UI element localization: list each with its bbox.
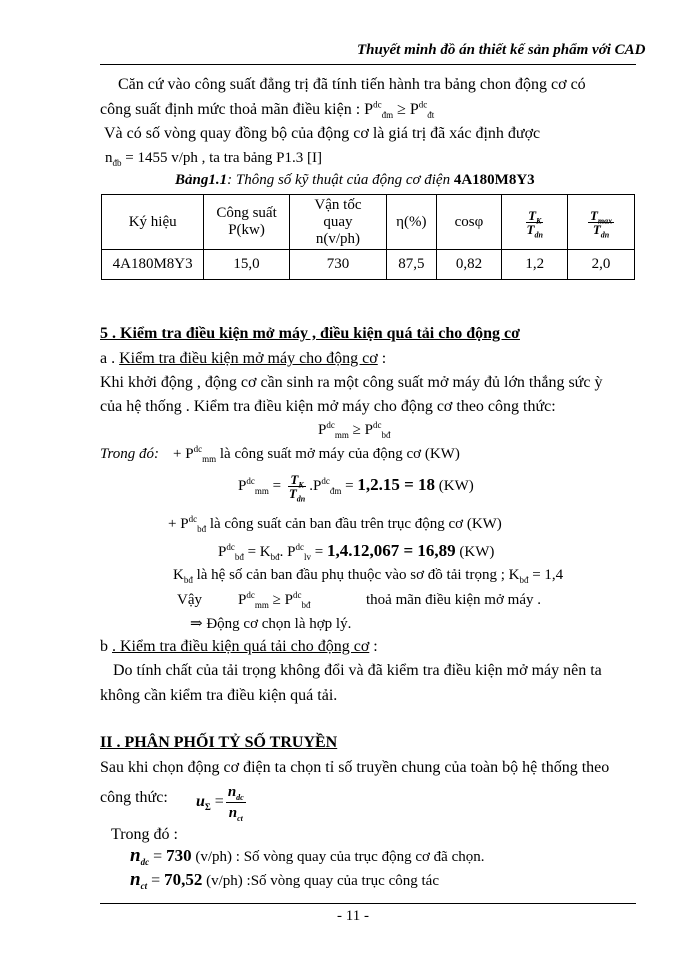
subsection-b-title: b . Kiểm tra điều kiện quá tải cho động cơ : — [100, 638, 378, 655]
table-cell: 4A180M8Y3 — [102, 250, 204, 280]
trong-do-label: Trong đó : — [111, 826, 178, 843]
intro-line-1: Căn cứ vào công suất đẳng trị đã tính tiến hành tra bảng chon động cơ có — [118, 76, 586, 93]
table-header-cell: Ký hiệu — [102, 195, 204, 250]
table-header-cell — [502, 195, 568, 250]
intro-line-3: Và có số vòng quay đồng bộ của động cơ là giá trị đã xác định được — [104, 125, 541, 142]
table-cell: 0,82 — [436, 250, 502, 280]
table-cell: 15,0 — [204, 250, 289, 280]
tk-ratio-inline: $\frac{T_K}{T_{dn}}$ — [288, 472, 306, 504]
ratio-formula: $u_\Sigma$ = $\frac{n_{dc}}{n_{ct}}$ — [196, 783, 244, 823]
table-cell: 730 — [289, 250, 386, 280]
table-header-cell: Vận tốc quay n(v/ph) — [289, 195, 386, 250]
paragraph-line: Do tính chất của tải trọng không đổi và đã kiểm tra điều kiện mở máy nên ta — [113, 662, 602, 679]
vay-formula: $P^{dc}_{mm} \ge P^{dc}_{bđ}$ — [238, 590, 311, 610]
formula-resistance-power: $P^{dc}_{bđ} = K_{bđ}$. $P^{dc}_{lv} = 1,4.12,067 = 16,89$ (KW) — [218, 541, 495, 562]
table-cell: 1,2 — [502, 250, 568, 280]
motor-spec-table — [101, 194, 635, 280]
tk-ratio: $\frac{T_K}{T_{dn}}$ — [526, 207, 543, 240]
intro-line-4: $n_{đb} = 1455$ v/ph , ta tra bảng P1.3 [I] — [105, 150, 323, 168]
footer-rule — [100, 903, 636, 904]
intro-line-2: công suất định mức thoả mãn điều kiện : $P^{dc}_{đm} \ge P^{dc}_{đt}$ — [100, 99, 435, 121]
trong-do-line-1: Trong đó: + $P^{dc}_{mm}$ là công suất mở máy của động cơ (KW) — [100, 444, 460, 464]
page-number: - 11 - — [337, 908, 369, 924]
header-rule — [100, 64, 636, 65]
ratio-fraction: $\frac{n_{dc}}{n_{ct}}$ — [227, 783, 244, 823]
paragraph-line: Khi khởi động , động cơ cần sinh ra một công suất mở máy đủ lớn thắng sức ỳ — [100, 374, 603, 391]
vay-text: thoả mãn điều kiện mở máy . — [366, 592, 541, 608]
conclusion-line: ⇒ Động cơ chọn là hợp lý. — [190, 616, 352, 632]
section-5-title: 5 . Kiểm tra điều kiện mở máy , điều kiện quá tải cho động cơ — [100, 325, 520, 342]
subsection-a-title: a . Kiểm tra điều kiện mở máy cho động cơ : — [100, 350, 387, 367]
motor-speed-line: $n_{dc} = 730$ (v/ph) : Số vòng quay của trục động cơ đã chọn. — [130, 845, 485, 867]
paragraph-line: không cần kiểm tra điều kiện quá tải. — [100, 687, 338, 704]
table-header-cell: cosφ — [436, 195, 502, 250]
work-shaft-speed-line: $n_{ct} = 70,52$ (v/ph) :Số vòng quay của trục công tác — [130, 869, 439, 891]
table-header-cell: η(%) — [387, 195, 436, 250]
table-header-cell — [568, 195, 635, 250]
table-cell: 2,0 — [568, 250, 635, 280]
section-ii-title: II . PHÂN PHỐI TỶ SỐ TRUYỀN — [100, 734, 338, 751]
paragraph-line: của hệ thống . Kiểm tra điều kiện mở máy cho động cơ theo công thức: — [100, 398, 556, 415]
trong-do-line-2: + $P^{dc}_{bđ}$ là công suất cản ban đầu trên trục động cơ (KW) — [168, 514, 502, 534]
running-header: Thuyết minh đồ án thiết kế sản phẩm với CAD — [357, 42, 646, 58]
table-header-cell: Công suất P(kw) — [204, 195, 289, 250]
formula-start-condition: $P^{dc}_{mm} \ge P^{dc}_{bđ}$ — [318, 420, 391, 440]
cong-thuc-label: công thức: — [100, 789, 168, 806]
implies-icon: ⇒ — [190, 616, 203, 632]
tmax-ratio: $\frac{T_{max}}{T_{dn}}$ — [589, 207, 613, 240]
table-caption: Bảng1.1: Thông số kỹ thuật của động cơ điện 4A180M8Y3 — [175, 172, 535, 188]
kbd-line: $K_{bđ}$ là hệ số cản ban đầu phụ thuộc vào sơ đồ tải trọng ; $K_{bđ} = 1,4$ — [173, 567, 564, 585]
table-cell: 87,5 — [387, 250, 436, 280]
vay-word: Vậy — [177, 592, 202, 608]
formula-start-power: $P^{dc}_{mm}$ = $\frac{T_K}{T_{dn}}$ $.P^{dc}_{đm} = 1,2.15 = 18$ (KW) — [238, 472, 474, 504]
paragraph-line: Sau khi chọn động cơ điện ta chọn tỉ số truyền chung của toàn bộ hệ thống theo — [100, 759, 610, 776]
